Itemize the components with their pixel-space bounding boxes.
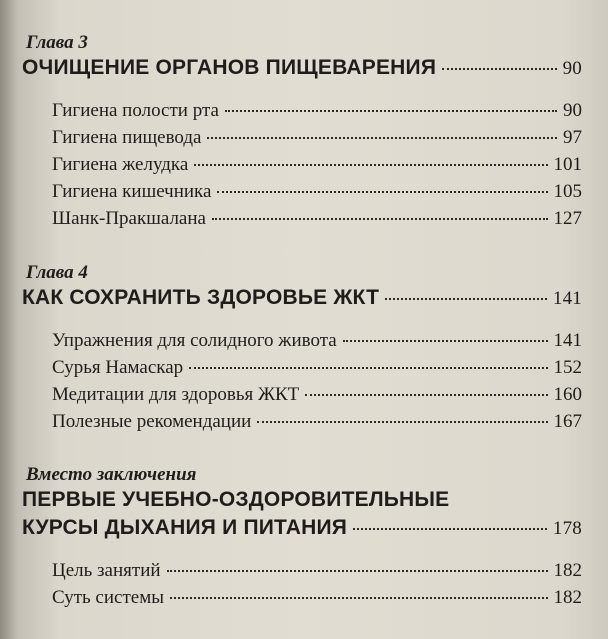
dot-leader (207, 137, 557, 139)
toc-entry-title: Полезные рекомендации (52, 411, 252, 432)
page-number: 167 (553, 411, 582, 432)
section-list (22, 97, 582, 232)
toc-entry[interactable] (22, 408, 582, 435)
page-number: 141 (553, 330, 582, 351)
toc-entry-title: Гигиена пищевода (52, 127, 202, 148)
page-number: 182 (553, 560, 582, 581)
toc-entry[interactable] (22, 557, 582, 584)
dot-leader (385, 298, 547, 300)
dot-leader (189, 367, 547, 369)
toc-entry-title: Медитации для здоровья ЖКТ (52, 384, 300, 405)
chapter-heading-line: ПЕРВЫЕ УЧЕБНО-ОЗДОРОВИТЕЛЬНЫЕ (22, 488, 450, 511)
dot-leader (257, 421, 547, 423)
chapter-heading[interactable] (22, 54, 582, 83)
toc-entry-title: Суть системы (52, 587, 164, 608)
chapter-heading-text: ОЧИЩЕНИЕ ОРГАНОВ ПИЩЕВАРЕНИЯ (22, 56, 437, 79)
page-number: 152 (553, 357, 582, 378)
page-number: 90 (563, 100, 582, 121)
page-number: 178 (552, 518, 582, 539)
dot-leader (225, 110, 557, 112)
dot-leader (343, 340, 548, 342)
toc-entry[interactable] (22, 354, 582, 381)
toc-entry-title: Упражнения для солидного живота (52, 330, 337, 351)
dot-leader (305, 394, 547, 396)
page-number: 101 (553, 154, 582, 175)
toc-entry[interactable] (22, 151, 582, 178)
dot-leader (217, 191, 547, 193)
section-list (22, 327, 582, 435)
page-number: 182 (553, 587, 582, 608)
page-number: 141 (552, 288, 582, 309)
chapter-label: Глава 4 (26, 262, 88, 283)
dot-leader (212, 218, 548, 220)
page-number: 160 (553, 384, 582, 405)
toc-entry-title: Цель занятий (52, 560, 161, 581)
toc-entry[interactable] (22, 124, 582, 151)
chapter-heading[interactable] (22, 284, 582, 313)
toc-entry[interactable] (22, 205, 582, 232)
dot-leader (167, 570, 548, 572)
page-number: 127 (553, 208, 582, 229)
toc-entry-title: Шанк-Пракшалана (52, 208, 206, 229)
section-list (22, 557, 582, 611)
toc-entry-title: Гигиена полости рта (52, 100, 219, 121)
toc-entry-title: Сурья Намаскар (52, 357, 184, 378)
dot-leader (170, 597, 548, 599)
page-number: 90 (562, 58, 582, 79)
toc-entry-title: Гигиена кишечника (52, 181, 212, 202)
chapter-4 (22, 262, 582, 435)
toc-entry[interactable] (22, 327, 582, 354)
dot-leader (353, 528, 547, 530)
page-number: 97 (563, 127, 582, 148)
chapter-conclusion (22, 464, 582, 611)
toc-entry[interactable] (22, 381, 582, 408)
chapter-heading-text: КАК СОХРАНИТЬ ЗДОРОВЬЕ ЖКТ (22, 286, 380, 309)
chapter-label: Глава 3 (26, 32, 88, 53)
chapter-heading[interactable] (22, 514, 582, 543)
chapter-3 (22, 32, 582, 232)
toc-entry[interactable] (22, 178, 582, 205)
chapter-heading-text: КУРСЫ ДЫХАНИЯ И ПИТАНИЯ (22, 516, 348, 539)
page-number: 105 (553, 181, 582, 202)
dot-leader (194, 164, 547, 166)
dot-leader (442, 68, 556, 70)
toc-entry[interactable] (22, 584, 582, 611)
chapter-label: Вместо заключения (26, 464, 197, 485)
table-of-contents (22, 32, 582, 608)
toc-entry-title: Гигиена желудка (52, 154, 189, 175)
toc-entry[interactable] (22, 97, 582, 124)
